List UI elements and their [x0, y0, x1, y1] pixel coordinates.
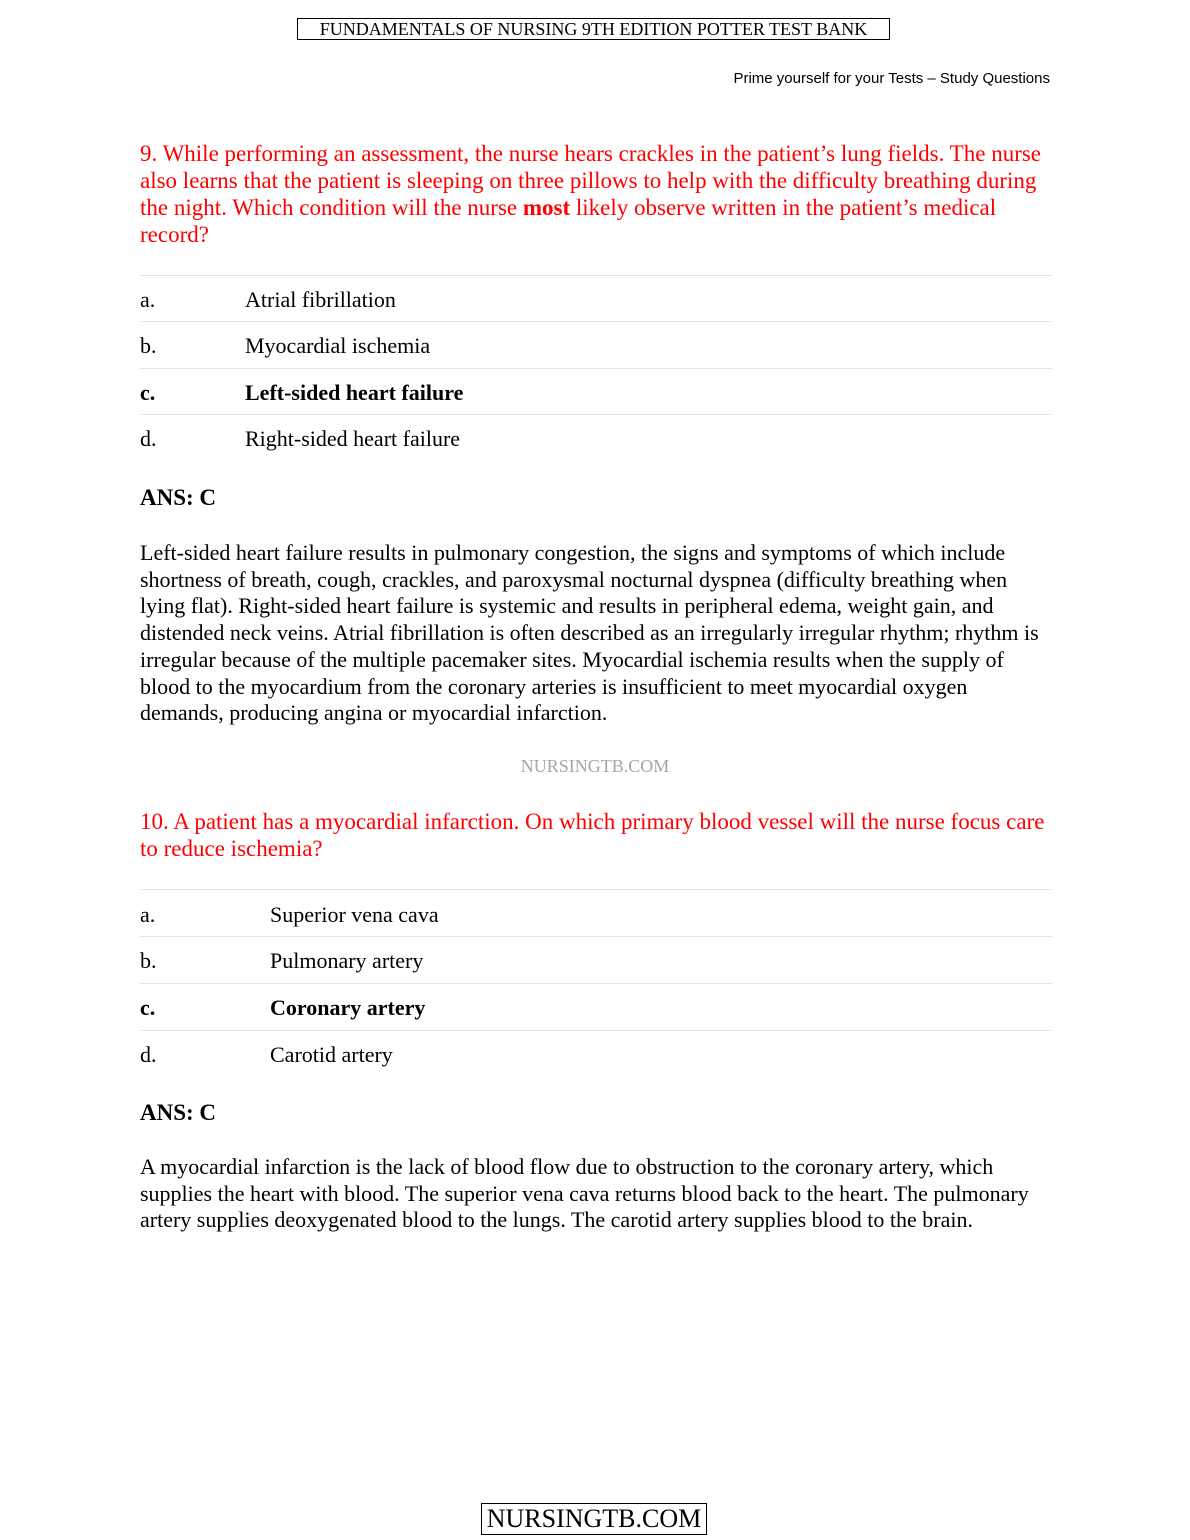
watermark-footer: NURSINGTB.COM	[481, 1503, 707, 1535]
question-10-answer: ANS: C	[140, 1100, 217, 1125]
option-letter: d.	[140, 1042, 157, 1067]
question-10-rationale: A myocardial infarction is the lack of blood flow due to obstruction to the coronary artery, which supplies the heart with blood. The superior vena cava returns blood back to the heart. The pulmonary artery supplies deoxygenated blood to the lungs. The carotid artery supplies blood to the brain.	[140, 1154, 1029, 1233]
option-row	[140, 889, 1052, 936]
option-letter: b.	[140, 948, 157, 973]
emphasis-most: most	[522, 195, 571, 220]
document-header-title: FUNDAMENTALS OF NURSING 9TH EDITION POTTER TEST BANK	[297, 18, 890, 40]
option-letter: d.	[140, 426, 157, 451]
option-letter: c.	[140, 995, 156, 1020]
option-text: Left-sided heart failure	[245, 380, 464, 405]
option-text: Carotid artery	[270, 1042, 393, 1067]
watermark-middle: NURSINGTB.COM	[520, 756, 670, 776]
option-text: Superior vena cava	[270, 902, 439, 927]
option-text: Coronary artery	[270, 995, 426, 1020]
option-text: Pulmonary artery	[270, 948, 424, 973]
option-row	[140, 321, 1052, 368]
option-row	[140, 1030, 1052, 1076]
question-10-stem: 10. A patient has a myocardial infarction. On which primary blood vessel will the nurse focus care to reduce ischemia?	[140, 809, 1045, 861]
question-9-rationale: Left-sided heart failure results in pulmonary congestion, the signs and symptoms of which include shortness of breath, cough, crackles, and paroxysmal nocturnal dyspnea (difficulty breathing when lying flat). Right-sided heart failure is systemic and results in peripheral edema, weight gain, and distended neck veins. Atrial fibrillation is often described as an irregularly irregular rhythm; rhythm is irregular because of the multiple pacemaker sites. Myocardial ischemia results when the supply of blood to the myocardium from the coronary arteries is insufficient to meet myocardial oxygen demands, producing angina or myocardial infarction.	[140, 540, 1039, 726]
option-row-correct	[140, 368, 1052, 414]
question-9-options	[140, 275, 1052, 460]
question-9-answer: ANS: C	[140, 485, 217, 510]
question-10-options	[140, 889, 1052, 1076]
option-letter: c.	[140, 380, 156, 405]
option-row	[140, 414, 1052, 460]
option-text: Myocardial ischemia	[245, 333, 431, 358]
option-letter: b.	[140, 333, 157, 358]
document-header-subtitle: Prime yourself for your Tests – Study Questions	[733, 70, 1050, 87]
option-row	[140, 936, 1052, 983]
option-text: Right-sided heart failure	[245, 426, 461, 451]
option-text: Atrial fibrillation	[245, 287, 396, 312]
question-9-stem: 9. While performing an assessment, the nurse hears crackles in the patient’s lung fields. The nurse also learns that the patient is sleeping on three pillows to help with the difficulty breathing during the night. Which condition will the nurse most likely observe written in the patient’s medical record?	[140, 141, 1042, 247]
option-letter: a.	[140, 287, 156, 312]
option-letter: a.	[140, 902, 156, 927]
option-row-correct	[140, 983, 1052, 1030]
option-row	[140, 275, 1052, 321]
